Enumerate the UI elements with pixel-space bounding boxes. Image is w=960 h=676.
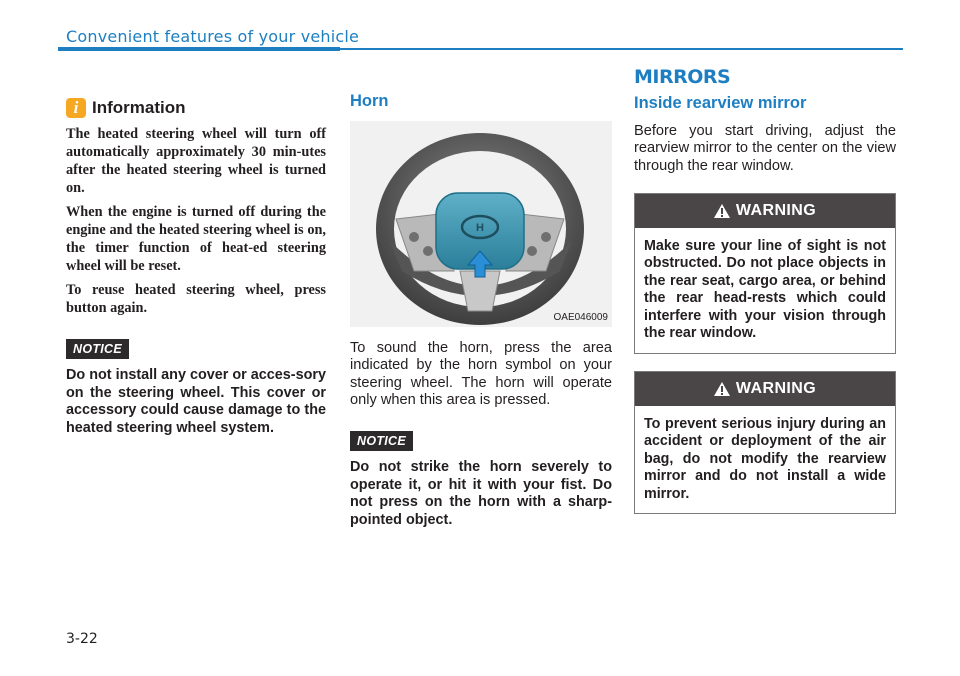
warning-triangle-icon	[714, 204, 730, 218]
notice-badge: NOTICE	[350, 431, 413, 451]
warning-label: WARNING	[735, 379, 817, 397]
information-paragraph-3: To reuse heated steering wheel, press button again.	[66, 282, 326, 316]
section-header-title: Convenient features of your vehicle	[66, 27, 360, 46]
steering-wheel-figure	[350, 121, 612, 327]
header-divider-thin	[340, 48, 903, 50]
mirrors-section-title: MIRRORS	[634, 66, 731, 88]
warning-box-line-of-sight	[634, 193, 896, 354]
mirrors-body-text: Before you start driving, adjust the rearview mirror to the center on the view through the rear window.	[634, 123, 896, 174]
steering-wheel-illustration	[350, 121, 612, 327]
warning-text: To prevent serious injury during an accident or deployment of the air bag, do not modify the rearview mirror and do not install a wide mirror.	[644, 415, 886, 502]
warning-header	[635, 194, 895, 228]
warning-text: Make sure your line of sight is not obstructed. Do not place objects in the rear seat, cargo area, or behind the rear head-rests which could interfere with your vision through the rear window.	[644, 237, 886, 342]
notice-block-horn	[350, 431, 612, 529]
information-heading	[66, 96, 326, 120]
page-number: 3-22	[66, 631, 98, 647]
column-right	[634, 66, 896, 514]
figure-caption: OAE046009	[553, 312, 608, 323]
inside-rearview-mirror-title: Inside rearview mirror	[634, 94, 807, 112]
notice-badge: NOTICE	[66, 339, 129, 359]
header-divider-thick	[58, 47, 340, 51]
notice-text: Do not install any cover or acces-sory on the steering wheel. This cover or accessory could cause damage to the heated steering wheel system.	[66, 367, 326, 436]
information-title: Information	[92, 98, 186, 117]
warning-label: WARNING	[735, 201, 817, 219]
warning-triangle-icon	[714, 382, 730, 396]
notice-block-heated-wheel	[66, 339, 326, 437]
column-middle	[350, 92, 612, 530]
information-paragraph-2: When the engine is turned off during the engine and the heated steering wheel is on, the timer function of heat-ed steering wheel will be reset.	[66, 204, 326, 274]
warning-header	[635, 372, 895, 406]
notice-text: Do not strike the horn severely to operate it, or hit it with your fist. Do not press on the horn with a sharp-pointed object.	[350, 459, 612, 528]
info-icon: i	[66, 98, 86, 118]
warning-box-modify-mirror	[634, 371, 896, 515]
horn-body-text: To sound the horn, press the area indicated by the horn symbol on your steering wheel. The horn will operate only when this area is pressed.	[350, 340, 612, 408]
column-left	[66, 96, 326, 437]
horn-section-title: Horn	[350, 92, 389, 110]
svg-text:H: H	[476, 222, 484, 234]
information-paragraph-1: The heated steering wheel will turn off automatically approximately 30 min-utes after the heated steering wheel is turned on.	[66, 126, 326, 196]
